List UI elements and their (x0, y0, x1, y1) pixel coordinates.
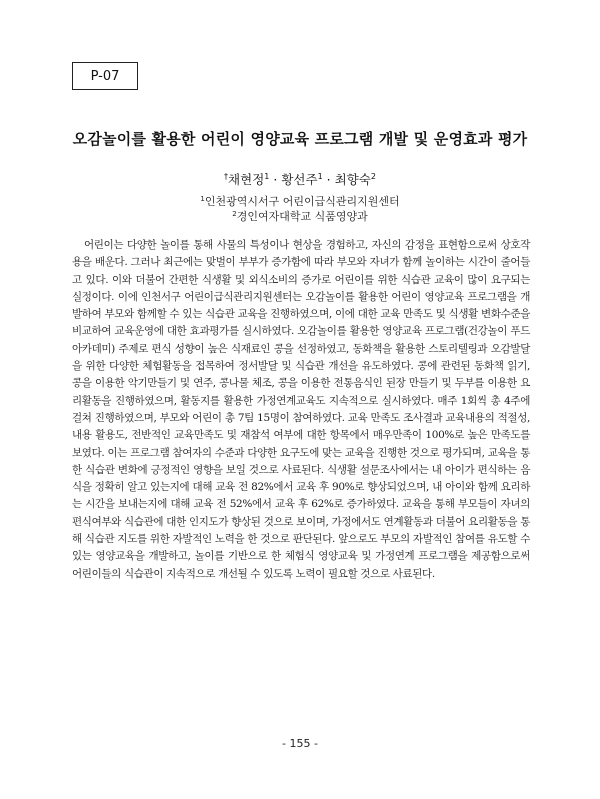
affiliation-sup: 1 (200, 195, 205, 203)
affiliation (0, 193, 600, 209)
affiliation-sup: 2 (232, 210, 237, 218)
author-affiliation-sup: 1 (264, 172, 270, 181)
author-name: 채현정 (228, 172, 265, 187)
author-line (0, 170, 600, 188)
affiliation-text: 경인여자대학교 식품영양과 (236, 210, 368, 223)
author-affiliation-sup: 2 (370, 172, 376, 181)
page-number: - 155 - (282, 737, 318, 750)
author-affiliation-sup: 1 (317, 172, 323, 181)
poster-code: P-07 (90, 68, 120, 84)
author-name: 최향숙 (334, 172, 371, 187)
author-separator: · (326, 172, 331, 187)
poster-code-box (72, 62, 138, 90)
author-name: 황선주 (281, 172, 318, 187)
author-separator: · (273, 172, 278, 187)
corresponding-mark: † (224, 172, 229, 181)
affiliation-text: 인천광역시서구 어린이급식관리지원센터 (204, 195, 400, 208)
paper-title: 오감놀이를 활용한 어린이 영양교육 프로그램 개발 및 운영효과 평가 (72, 130, 528, 148)
affiliation (0, 208, 600, 224)
abstract-body: 어린이는 다양한 놀이를 통해 사물의 특성이나 현상을 경험하고, 자신의 감정을 표현함으로써 상호작용을 배운다. 그러나 최근에는 맞벌이 부부가 증가함에 따라 부모와 자녀가 함께 놀이하는 시간이 줄어들고 있다. 이와 더불어 간편한 식생활 및 외식소비의 증가로 어린이를 위한 식습관 교육이 많이 요구되는 실정이다. 이에 인천서구 어린이급식관리지원센터는 오감놀이를 활용한 어린이 영양교육 프로그램을 개발하여 부모와 함께할 수 있는 식습관 교육을 진행하였으며, 이에 대한 교육 만족도 및 식생활 변화수준을 비교하여 교육운영에 대한 효과평가를 실시하였다. 오감놀이를 활용한 영양교육 프로그램(건강놀이 푸드 아카데미) 주제로 편식 성향이 높은 식재료인 콩을 선정하였고, 동화책을 활용한 스토리텔링과 오감발달을 위한 다양한 체험활동을 접목하여 정서발달 및 식습관 개선을 유도하였다. 콩에 관련된 동화책 읽기, 콩을 이용한 악기만들기 및 연주, 콩나물 체조, 콩을 이용한 전통음식인 된장 만들기 및 두부를 이용한 요리활동을 진행하였으며, 활동지를 활용한 가정연계교육도 지속적으로 실시하였다. 매주 1회씩 총 4주에 걸쳐 진행하였으며, 부모와 어린이 총 7팀 15명이 참여하였다. 교육 만족도 조사결과 교육내용의 적절성, 내용 활용도, 전반적인 교육만족도 및 재참석 여부에 대한 항목에서 매우만족이 100%로 높은 만족도를 보였다. 이는 프로그램 참여자의 수준과 다양한 요구도에 맞는 교육을 진행한 것으로 평가되며, 교육을 통한 식습관 변화에 긍정적인 영향을 보일 것으로 사료된다. 식생활 설문조사에서는 내 아이가 편식하는 음식을 정확히 알고 있는지에 대해 교육 전 82%에서 교육 후 90%로 향상되었으며, 내 아이와 함께 요리하는 시간을 보내는지에 대해 교육 전 52%에서 교육 후 62%로 증가하였다. 교육을 통해 부모들이 자녀의 편식여부와 식습관에 대한 인지도가 향상된 것으로 보이며, 가정에서도 연계활동과 더불어 요리활동을 통해 식습관 지도를 위한 자발적인 노력을 한 것으로 판단된다. 앞으로도 부모의 자발적인 참여를 유도할 수 있는 영양교육을 개발하고, 놀이를 기반으로 한 체험식 영양교육 및 가정연계 프로그램을 제공함으로써 어린이들의 식습관이 지속적으로 개선될 수 있도록 노력이 필요할 것으로 사료된다. (72, 239, 530, 580)
